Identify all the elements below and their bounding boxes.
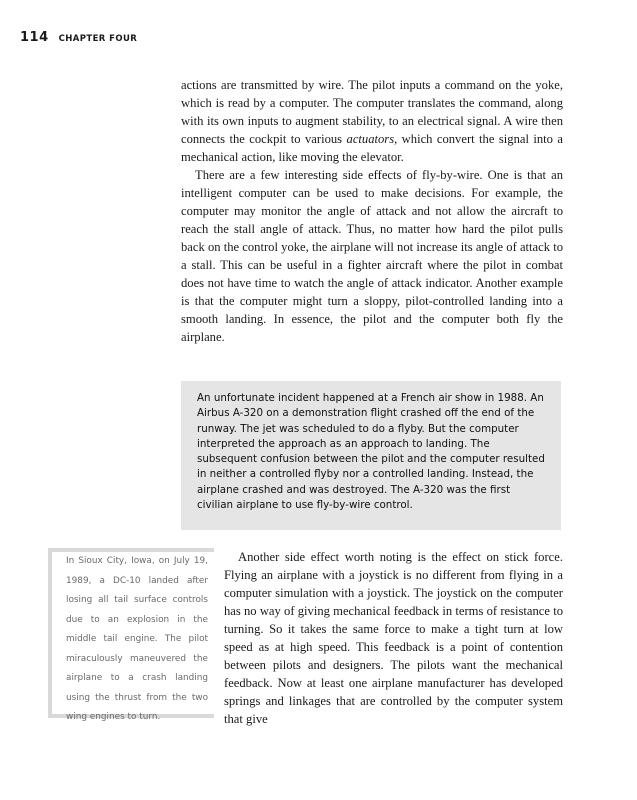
callout-box-airbus-incident: [181, 381, 561, 530]
sidebar-note-sioux-city: [48, 548, 214, 722]
page-header: [20, 30, 137, 45]
paragraph-side-effects: There are a few interesting side effects of fly-by-wire. One is that an intelligent computer can be used to make decisions. For example, the computer may monitor the angle of attack and not allow the aircraft to reach the stall angle of attack. Thus, no matter how hard the pilot pulls back on the control yoke, the airplane will not increase its angle of attack to a stall. This can be useful in a fighter aircraft where the pilot in combat does not have time to watch the angle of attack indicator. Another example is that the computer might turn a sloppy, pilot-controlled landing into a smooth landing. In essence, the pilot and the computer both fly the airplane.: [181, 168, 563, 344]
paragraph-actuators: [181, 76, 563, 166]
sidebar-note-text: In Sioux City, Iowa, on July 19, 1989, a DC-10 landed after losing all tail surface controls due to an explosion in the middle tail engine. The pilot miraculously maneuvered the airplane to a crash landing using the thrust from the two wing engines to turn.: [66, 556, 208, 722]
paragraph-stick-force: Another side effect worth noting is the effect on stick force. Flying an airplane with a joystick is no different from flying in a computer simulation with a joystick. The joystick on the computer has no way of giving mechanical feedback in terms of resistance to turning. So it takes the same force to make a tight turn at low speed as at high speed. This feedback is a point of contention between pilots and designers. The pilots want the mechanical feedback. Now at least one airplane manufacturer has developed springs and linkages that are controlled by the computer system that give: [224, 550, 563, 726]
paragraph-actuators-start: actions are transmitted by wire. The pilot inputs a command on the yoke, which is read by a computer. The computer translates the command, along with its own inputs to augment stability, to an electrical signal. A wire then connects the cockpit to various: [181, 78, 563, 146]
page-number: 114: [20, 30, 49, 45]
chapter-label: CHAPTER FOUR: [58, 34, 138, 44]
callout-text: An unfortunate incident happened at a French air show in 1988. An Airbus A-320 on a demonstration flight crashed off the end of the runway. The jet was scheduled to do a flyby. But the computer interpreted the approach as an approach to landing. The subsequent confusion between the pilot and the computer resulted in neither a controlled flyby nor a controlled landing. Instead, the airplane crashed and was destroyed. The A-320 was the first civilian airplane to use fly-by-wire control.: [197, 392, 545, 512]
lower-body-text: [224, 548, 563, 728]
actuators-term: actuators,: [346, 132, 398, 146]
paragraph-actuators-end: which convert the signal into a mechanical action, like moving the elevator.: [181, 132, 563, 164]
main-body-text: [181, 76, 563, 346]
